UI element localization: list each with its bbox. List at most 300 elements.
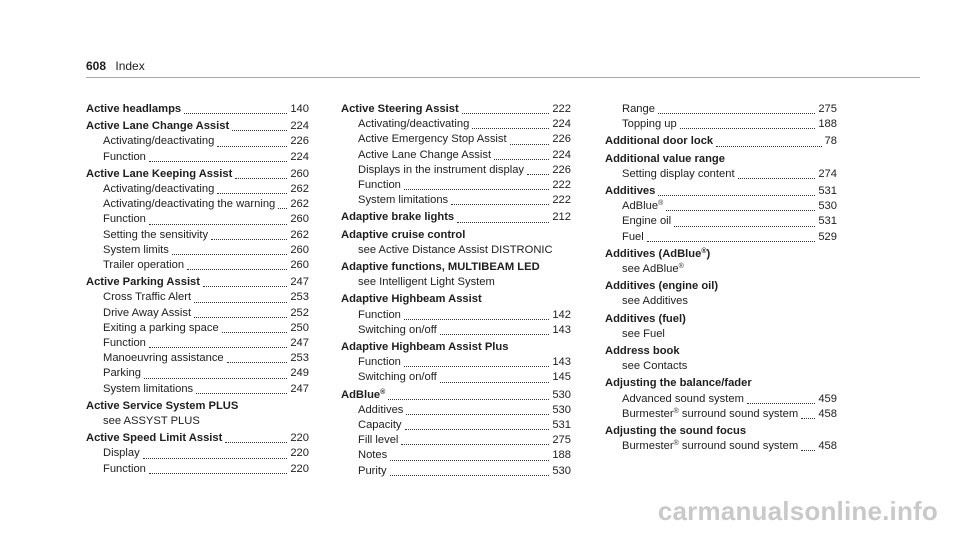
index-column-1 bbox=[86, 102, 309, 479]
index-heading-text bbox=[605, 184, 655, 199]
index-subentry-label: Function bbox=[103, 462, 146, 475]
leader-dots bbox=[149, 473, 287, 474]
index-subentry bbox=[605, 439, 837, 454]
index-subentry bbox=[341, 433, 571, 448]
index-subentry-text bbox=[358, 418, 402, 433]
page-title: Index bbox=[115, 59, 145, 73]
index-entry bbox=[341, 102, 571, 208]
index-subentry-text bbox=[622, 102, 655, 117]
index-subentry-label: System limitations bbox=[103, 382, 194, 395]
index-subentry-label: Topping up bbox=[622, 118, 677, 131]
leader-dots bbox=[680, 128, 816, 129]
index-heading bbox=[605, 247, 837, 262]
registered-mark: ® bbox=[673, 440, 679, 448]
index-subentry-label: Function bbox=[358, 356, 401, 369]
index-subentry-text bbox=[622, 230, 644, 245]
page-reference: 222 bbox=[552, 179, 571, 192]
index-subentry-text bbox=[103, 197, 275, 212]
page-reference: 262 bbox=[290, 183, 309, 196]
index-subentry-text bbox=[103, 306, 191, 321]
leader-dots bbox=[149, 161, 287, 162]
index-subentry bbox=[605, 392, 837, 407]
page-reference: 143 bbox=[552, 323, 571, 336]
index-heading bbox=[605, 376, 837, 391]
index-entry bbox=[86, 399, 309, 429]
index-heading bbox=[341, 228, 571, 243]
index-subentry-label: Switching on/off bbox=[358, 323, 437, 336]
registered-mark: ® bbox=[673, 407, 679, 415]
page-reference: 224 bbox=[290, 120, 309, 133]
index-subentry bbox=[605, 167, 837, 182]
index-subentry-label: Activating/deactivating bbox=[103, 183, 215, 196]
index-subentry bbox=[341, 418, 571, 433]
index-heading-text bbox=[605, 424, 746, 439]
leader-dots bbox=[494, 159, 549, 160]
index-subentry bbox=[86, 182, 309, 197]
index-subentry-text bbox=[358, 323, 437, 338]
index-entry bbox=[605, 247, 837, 277]
index-subentry-text bbox=[622, 439, 798, 454]
index-subentry-label: Activating/deactivating the warning bbox=[103, 198, 276, 211]
index-subentry-label: Display bbox=[103, 447, 140, 460]
index-subentry bbox=[86, 228, 309, 243]
index-subentry bbox=[86, 462, 309, 477]
index-subentry-text bbox=[103, 382, 193, 397]
index-heading-text bbox=[86, 431, 222, 446]
leader-dots bbox=[801, 450, 815, 451]
index-subentry-text bbox=[358, 148, 491, 163]
page-reference: 260 bbox=[290, 213, 309, 226]
index-subentry-text bbox=[103, 446, 140, 461]
leader-dots bbox=[194, 302, 287, 303]
index-subentry-label: System limits bbox=[103, 243, 169, 256]
index-subentry bbox=[86, 258, 309, 273]
index-heading-text bbox=[605, 279, 718, 294]
index-subentry bbox=[86, 306, 309, 321]
index-entry bbox=[605, 152, 837, 182]
index-subentry bbox=[341, 275, 571, 290]
index-subentry-label-suffix: surround sound system bbox=[678, 440, 799, 453]
index-heading bbox=[86, 102, 309, 117]
index-subentry-text bbox=[103, 182, 214, 197]
index-heading-text bbox=[341, 210, 454, 225]
leader-dots bbox=[225, 442, 287, 443]
index-subentry-text bbox=[358, 193, 448, 208]
index-subentry-text bbox=[103, 366, 141, 381]
page-reference: 459 bbox=[818, 392, 837, 405]
page-reference: 226 bbox=[552, 163, 571, 176]
page-reference: 145 bbox=[552, 371, 571, 384]
index-entry bbox=[86, 102, 309, 117]
index-subentry bbox=[605, 407, 837, 422]
page-reference: 530 bbox=[552, 464, 571, 477]
index-subentry-label: Range bbox=[622, 103, 655, 115]
registered-mark: ® bbox=[701, 247, 707, 255]
index-subentry bbox=[341, 323, 571, 338]
leader-dots bbox=[235, 178, 287, 179]
page-reference: 531 bbox=[818, 215, 837, 228]
index-subentry-text bbox=[622, 407, 798, 422]
page-reference: 530 bbox=[818, 200, 837, 213]
index-heading-label: Adaptive cruise control bbox=[341, 228, 466, 241]
index-subentry-label: see Additives bbox=[622, 295, 688, 308]
index-heading-label: Active Steering Assist bbox=[341, 103, 459, 115]
page-reference: 143 bbox=[552, 356, 571, 369]
leader-dots bbox=[278, 208, 287, 209]
page-reference: 530 bbox=[552, 388, 571, 401]
index-subentry-text bbox=[358, 163, 524, 178]
index-subentry-text bbox=[622, 294, 688, 309]
page-reference: 224 bbox=[290, 150, 309, 163]
index-subentry-label: Additives bbox=[358, 403, 404, 416]
registered-mark: ® bbox=[678, 263, 684, 271]
leader-dots bbox=[510, 144, 550, 145]
index-subentry bbox=[341, 132, 571, 147]
index-subentry-text bbox=[103, 462, 146, 477]
index-subentry bbox=[86, 243, 309, 258]
index-heading-text bbox=[86, 102, 181, 117]
leader-dots bbox=[658, 195, 815, 196]
page-reference: 222 bbox=[552, 194, 571, 207]
index-subentry bbox=[341, 464, 571, 479]
index-subentry bbox=[86, 366, 309, 381]
index-subentry-text bbox=[622, 214, 671, 229]
leader-dots bbox=[440, 382, 550, 383]
leader-dots bbox=[390, 460, 549, 461]
index-heading-label: Adaptive brake lights bbox=[341, 211, 455, 224]
page-header bbox=[86, 59, 145, 73]
page-reference: 252 bbox=[290, 306, 309, 319]
index-subentry-text bbox=[358, 132, 507, 147]
index-heading-label: Adaptive Highbeam Assist Plus bbox=[341, 341, 509, 354]
index-subentry-label: Switching on/off bbox=[358, 371, 437, 384]
page-reference: 220 bbox=[290, 432, 309, 445]
index-subentry-label: Active Emergency Stop Assist bbox=[358, 133, 507, 146]
index-heading-label: Adjusting the sound focus bbox=[605, 425, 747, 438]
page-reference: 260 bbox=[290, 243, 309, 256]
index-subentry bbox=[86, 351, 309, 366]
leader-dots bbox=[674, 226, 815, 227]
index-subentry-text bbox=[358, 308, 401, 323]
index-subentry bbox=[86, 336, 309, 351]
leader-dots bbox=[404, 366, 549, 367]
index-subentry bbox=[86, 290, 309, 305]
page-reference: 260 bbox=[290, 167, 309, 180]
index-subentry bbox=[341, 148, 571, 163]
leader-dots bbox=[738, 178, 816, 179]
leader-dots bbox=[172, 254, 287, 255]
index-subentry-text bbox=[358, 243, 553, 258]
index-heading-text bbox=[86, 275, 200, 290]
index-entry bbox=[86, 431, 309, 477]
page-reference: 247 bbox=[290, 276, 309, 289]
leader-dots bbox=[217, 193, 287, 194]
index-heading-text bbox=[341, 292, 482, 307]
leader-dots bbox=[203, 286, 287, 287]
registered-mark: ® bbox=[658, 200, 664, 208]
leader-dots bbox=[527, 174, 549, 175]
index-subentry-label: Manoeuvring assistance bbox=[103, 352, 224, 365]
index-entry bbox=[341, 340, 571, 386]
index-subentry-text bbox=[103, 414, 200, 429]
index-heading bbox=[605, 312, 837, 327]
index-subentry-label: Capacity bbox=[358, 419, 402, 432]
index-heading bbox=[341, 340, 571, 355]
index-subentry-label: Engine oil bbox=[622, 215, 672, 228]
index-subentry bbox=[86, 197, 309, 212]
index-subentry-text bbox=[103, 212, 146, 227]
index-heading bbox=[605, 344, 837, 359]
leader-dots bbox=[451, 204, 549, 205]
index-heading-label: Active headlamps bbox=[86, 103, 182, 115]
leader-dots bbox=[405, 429, 550, 430]
index-heading bbox=[341, 210, 571, 225]
index-subentry bbox=[86, 414, 309, 429]
index-heading-label-suffix: ) bbox=[706, 247, 711, 260]
index-subentry-label: Advanced sound system bbox=[622, 392, 744, 405]
index-subentry-label: see Contacts bbox=[622, 360, 688, 373]
index-heading-text bbox=[86, 119, 229, 134]
index-subentry-label: Function bbox=[103, 150, 146, 163]
page-reference: 458 bbox=[818, 407, 837, 420]
index-heading-label: Adjusting the balance/fader bbox=[605, 377, 752, 390]
index-subentry-label: Setting display content bbox=[622, 167, 735, 180]
page-reference: 247 bbox=[290, 337, 309, 350]
index-heading bbox=[86, 119, 309, 134]
index-subentry bbox=[605, 102, 837, 117]
index-subentry-label: Active Lane Change Assist bbox=[358, 148, 492, 161]
index-heading-label: Adaptive functions, MULTIBEAM LED bbox=[341, 261, 540, 274]
leader-dots bbox=[658, 113, 815, 114]
index-subentry-text bbox=[358, 117, 469, 132]
index-subentry bbox=[341, 117, 571, 132]
index-subentry-label: Purity bbox=[358, 464, 387, 477]
page-reference: 188 bbox=[818, 118, 837, 131]
index-heading-label: Additives (engine oil) bbox=[605, 280, 719, 293]
index-subentry-text bbox=[622, 359, 687, 374]
index-subentry-text bbox=[622, 167, 735, 182]
index-heading bbox=[605, 134, 837, 149]
index-subentry bbox=[341, 308, 571, 323]
index-entry bbox=[605, 424, 837, 454]
page-reference: 260 bbox=[290, 259, 309, 272]
index-heading bbox=[86, 431, 309, 446]
page-reference: 224 bbox=[552, 148, 571, 161]
index-heading-label: Adaptive Highbeam Assist bbox=[341, 293, 482, 306]
index-entry bbox=[605, 312, 837, 342]
page-reference: 274 bbox=[818, 167, 837, 180]
index-heading-text bbox=[341, 340, 508, 355]
leader-dots bbox=[217, 146, 287, 147]
index-heading-text bbox=[605, 247, 710, 262]
index-subentry-label: Setting the sensitivity bbox=[103, 228, 209, 241]
page-reference: 220 bbox=[290, 462, 309, 475]
index-heading-text bbox=[605, 312, 686, 327]
index-subentry bbox=[86, 150, 309, 165]
leader-dots bbox=[401, 444, 549, 445]
index-subentry bbox=[86, 446, 309, 461]
index-heading-text bbox=[605, 376, 752, 391]
index-subentry-label: Function bbox=[103, 337, 146, 350]
leader-dots bbox=[194, 317, 287, 318]
leader-dots bbox=[404, 319, 549, 320]
index-subentry-text bbox=[358, 448, 387, 463]
index-subentry-text bbox=[358, 178, 401, 193]
index-subentry-label-suffix: surround sound system bbox=[678, 407, 799, 420]
page-reference: 140 bbox=[290, 103, 309, 115]
index-subentry-label: see Intelligent Light System bbox=[358, 276, 495, 289]
index-subentry-label: see ASSYST PLUS bbox=[103, 415, 200, 428]
index-subentry bbox=[605, 117, 837, 132]
index-subentry bbox=[341, 193, 571, 208]
index-subentry bbox=[605, 262, 837, 277]
index-subentry bbox=[341, 403, 571, 418]
leader-dots bbox=[222, 332, 288, 333]
index-entry bbox=[86, 275, 309, 397]
index-subentry-text bbox=[622, 199, 663, 214]
index-subentry bbox=[341, 355, 571, 370]
index-subentry-label: AdBlue bbox=[622, 200, 659, 213]
page-reference: 275 bbox=[818, 103, 837, 115]
index-subentry-text bbox=[103, 258, 184, 273]
index-heading-label: AdBlue bbox=[341, 388, 381, 401]
index-heading bbox=[605, 152, 837, 167]
page-reference: 222 bbox=[552, 103, 571, 115]
index-subentry-label: Exiting a parking space bbox=[103, 321, 219, 334]
index-subentry bbox=[605, 294, 837, 309]
index-subentry-label: Notes bbox=[358, 449, 388, 462]
leader-dots bbox=[647, 241, 816, 242]
page-reference: 531 bbox=[552, 419, 571, 432]
index-subentry-label: Trailer operation bbox=[103, 259, 185, 272]
index-subentry-text bbox=[358, 403, 403, 418]
leader-dots bbox=[388, 399, 549, 400]
leader-dots bbox=[666, 210, 815, 211]
index-entry bbox=[341, 210, 571, 225]
index-heading-text bbox=[341, 102, 459, 117]
page-reference: 275 bbox=[552, 434, 571, 447]
page-reference: 188 bbox=[552, 449, 571, 462]
page-reference: 262 bbox=[290, 198, 309, 211]
index-heading-label: Address book bbox=[605, 345, 680, 358]
index-heading bbox=[86, 167, 309, 182]
index-subentry-label: Activating/deactivating bbox=[358, 118, 470, 131]
index-subentry-label: Displays in the instrument display bbox=[358, 163, 525, 176]
index-heading-label: Additives (fuel) bbox=[605, 312, 686, 325]
leader-dots bbox=[184, 113, 287, 114]
index-entry bbox=[86, 167, 309, 273]
page-reference: 530 bbox=[552, 403, 571, 416]
index-subentry bbox=[341, 370, 571, 385]
leader-dots bbox=[406, 414, 549, 415]
index-subentry-label: see Active Distance Assist DISTRONIC bbox=[358, 243, 553, 256]
index-subentry-text bbox=[103, 150, 146, 165]
index-subentry-text bbox=[103, 243, 169, 258]
index-heading bbox=[605, 184, 837, 199]
index-heading-text bbox=[341, 228, 465, 243]
index-heading-text bbox=[341, 260, 540, 275]
page-number: 608 bbox=[86, 59, 107, 73]
index-subentry-text bbox=[622, 327, 665, 342]
index-heading-text bbox=[605, 134, 713, 149]
leader-dots bbox=[457, 222, 549, 223]
page-reference: 249 bbox=[290, 367, 309, 380]
leader-dots bbox=[149, 347, 287, 348]
index-heading-label: Additives bbox=[605, 185, 656, 198]
index-subentry bbox=[341, 448, 571, 463]
leader-dots bbox=[440, 334, 550, 335]
index-subentry-label: Fill level bbox=[358, 434, 399, 447]
index-entry bbox=[605, 134, 837, 149]
index-subentry-label: System limitations bbox=[358, 194, 449, 207]
leader-dots bbox=[143, 458, 288, 459]
index-heading-label: Active Parking Assist bbox=[86, 276, 200, 289]
page-reference: 78 bbox=[824, 135, 837, 148]
leader-dots bbox=[196, 393, 287, 394]
index-subentry-text bbox=[103, 321, 219, 336]
leader-dots bbox=[187, 269, 287, 270]
index-subentry bbox=[605, 214, 837, 229]
index-entry bbox=[341, 260, 571, 290]
leader-dots bbox=[462, 113, 550, 114]
index-subentry bbox=[86, 212, 309, 227]
index-subentry-text bbox=[358, 370, 437, 385]
leader-dots bbox=[144, 378, 287, 379]
index-subentry-label: Burmester bbox=[622, 440, 674, 453]
index-heading-label: Active Lane Keeping Assist bbox=[86, 167, 233, 180]
index-entry bbox=[341, 388, 571, 479]
index-heading bbox=[341, 102, 571, 117]
page-reference: 262 bbox=[290, 228, 309, 241]
index-heading bbox=[86, 275, 309, 290]
header-divider bbox=[86, 77, 920, 78]
leader-dots bbox=[149, 224, 287, 225]
index-subentry bbox=[605, 327, 837, 342]
leader-dots bbox=[404, 189, 549, 190]
index-subentry-label: Drive Away Assist bbox=[103, 306, 192, 319]
index-subentry bbox=[86, 382, 309, 397]
page-reference: 253 bbox=[290, 291, 309, 304]
leader-dots bbox=[390, 475, 550, 476]
index-heading bbox=[605, 279, 837, 294]
index-subentry-label: Parking bbox=[103, 367, 141, 380]
index-column-2 bbox=[341, 102, 571, 481]
index-entry bbox=[341, 292, 571, 338]
index-entry bbox=[605, 184, 837, 245]
index-heading bbox=[341, 292, 571, 307]
index-subentry-label: Burmester bbox=[622, 407, 674, 420]
index-heading-text bbox=[86, 399, 238, 414]
index-heading-label: Additives (AdBlue bbox=[605, 247, 702, 260]
leader-dots bbox=[472, 128, 549, 129]
leader-dots bbox=[716, 146, 821, 147]
leader-dots bbox=[232, 130, 287, 131]
index-subentry bbox=[605, 199, 837, 214]
index-heading bbox=[605, 424, 837, 439]
page-reference: 253 bbox=[290, 352, 309, 365]
index-subentry-label: Activating/deactivating bbox=[103, 135, 215, 148]
index-heading-text bbox=[605, 152, 725, 167]
page-reference: 226 bbox=[290, 135, 309, 148]
index-subentry-text bbox=[622, 117, 677, 132]
index-heading-text bbox=[605, 344, 680, 359]
index-heading bbox=[341, 388, 571, 403]
leader-dots bbox=[801, 418, 815, 419]
index-subentry-text bbox=[358, 275, 495, 290]
index-subentry-label: Fuel bbox=[622, 230, 644, 243]
watermark-logo: carmanualsonline.info bbox=[657, 496, 938, 526]
index-subentry-text bbox=[358, 433, 398, 448]
